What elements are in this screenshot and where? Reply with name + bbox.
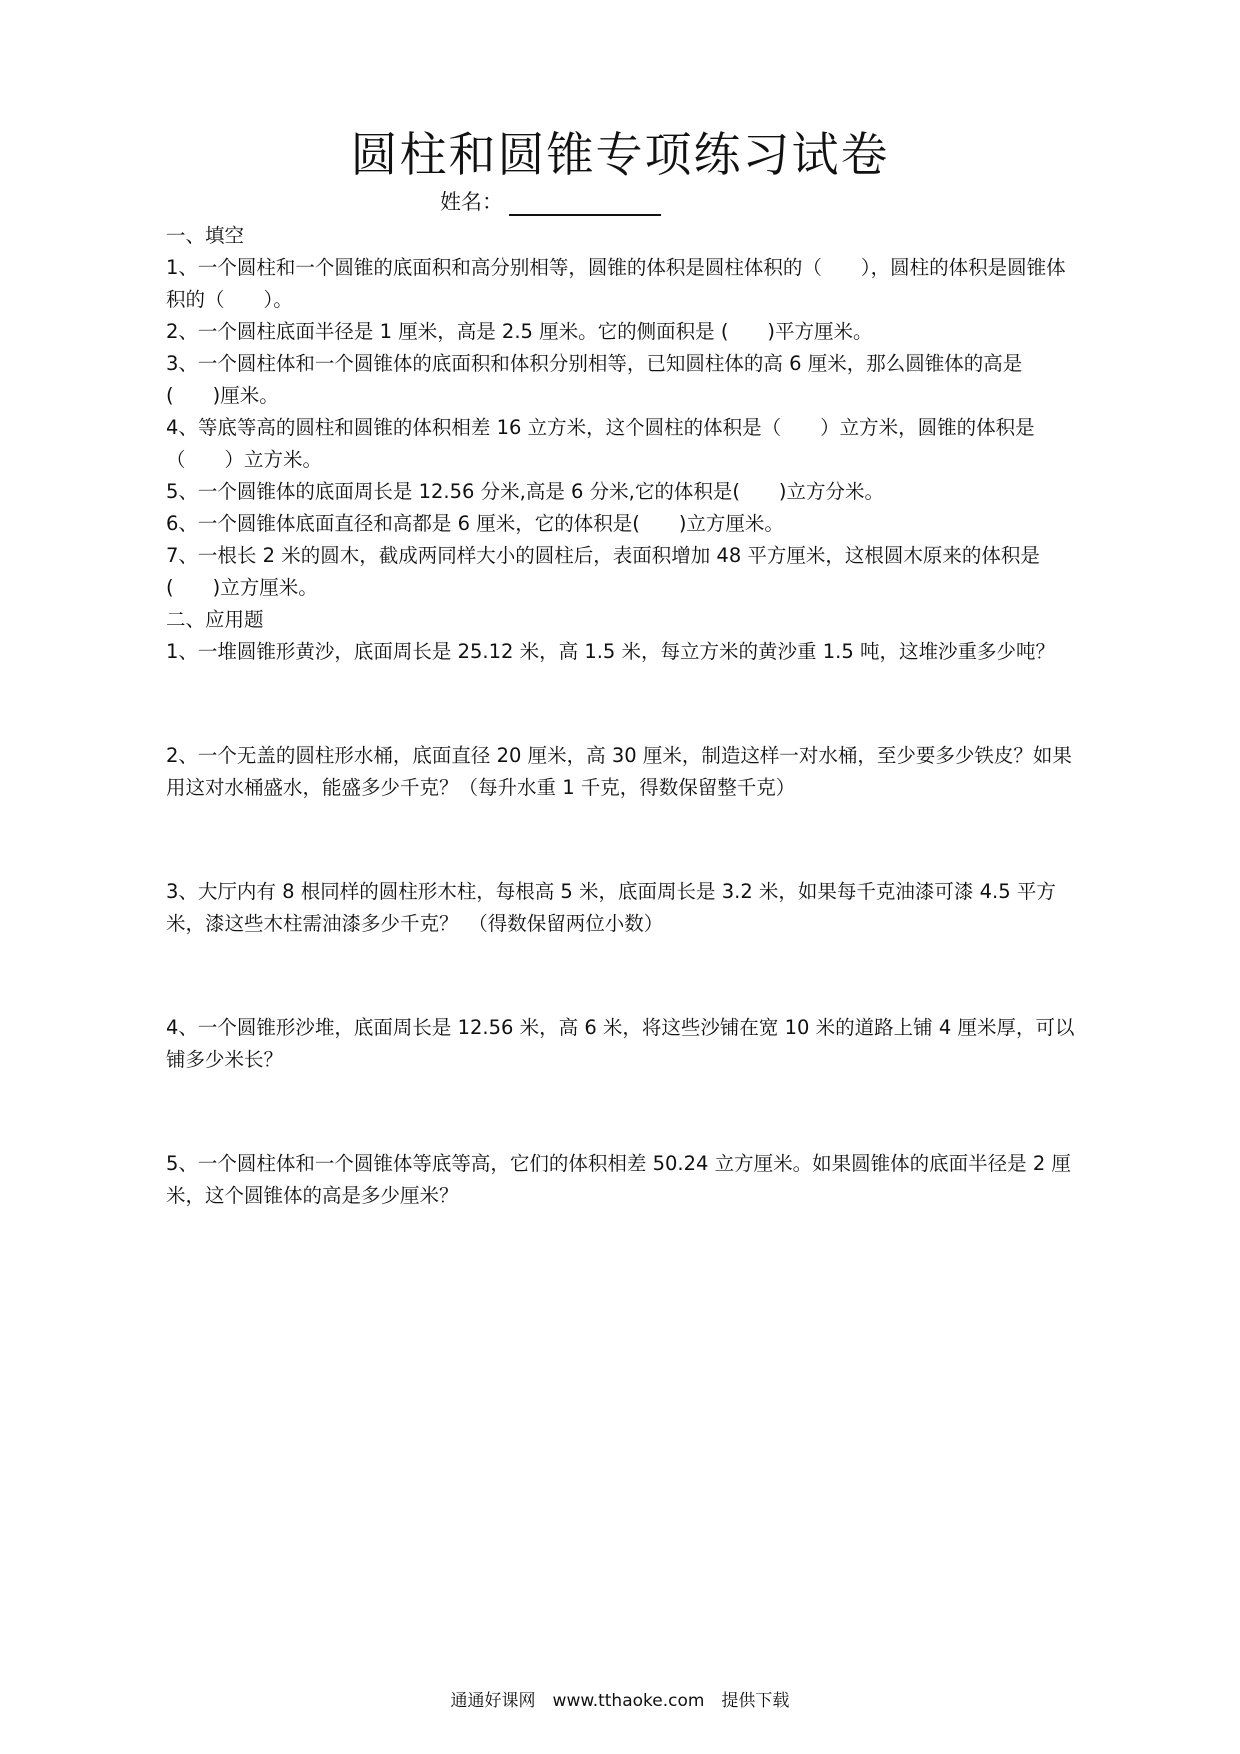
- fill-in-question-3: 3、一个圆柱体和一个圆锥体的底面积和体积分别相等，已知圆柱体的高 6 厘米，那么圆锥体的高是 ( )厘米。: [166, 352, 1023, 407]
- application-question-3: 3、大厅内有 8 根同样的圆柱形木柱，每根高 5 米，底面周长是 3.2 米，如果每千克油漆可漆 4.5 平方米，漆这些木柱需油漆多少千克？ （得数保留两位小数）: [166, 880, 1056, 935]
- section-fill-in-heading: 一、填空: [166, 224, 245, 247]
- name-label: 姓名：: [440, 190, 503, 214]
- exam-content: [166, 220, 1076, 1284]
- fill-in-question-7: 7、一根长 2 米的圆木，截成两同样大小的圆柱后，表面积增加 48 平方厘米，这根圆木原来的体积是( )立方厘米。: [166, 544, 1040, 599]
- application-question-5: 5、一个圆柱体和一个圆锥体等底等高，它们的体积相差 50.24 立方厘米。如果圆锥体的底面半径是 2 厘米，这个圆锥体的高是多少厘米？: [166, 1152, 1071, 1207]
- page-title: 圆柱和圆锥专项练习试卷: [350, 128, 890, 183]
- application-question-1: 1、一堆圆锥形黄沙，底面周长是 25.12 米，高 1.5 米，每立方米的黄沙重 1.5 吨，这堆沙重多少吨？: [166, 640, 1055, 663]
- footer-credit: 通通好课网 www.tthaoke.com 提供下载: [450, 1691, 790, 1711]
- fill-in-question-2: 2、一个圆柱底面半径是 1 厘米，高是 2.5 厘米。它的侧面积是 ( )平方厘米。: [166, 320, 873, 343]
- application-question-4: 4、一个圆锥形沙堆，底面周长是 12.56 米，高 6 米，将这些沙铺在宽 10 米的道路上铺 4 厘米厚，可以铺多少米长？: [166, 1016, 1075, 1071]
- name-field: [440, 186, 661, 216]
- application-question-2: 2、一个无盖的圆柱形水桶，底面直径 20 厘米，高 30 厘米，制造这样一对水桶，至少要多少铁皮？如果用这对水桶盛水，能盛多少千克？（每升水重 1 千克，得数保留整千克）: [166, 744, 1072, 799]
- fill-in-question-5: 5、一个圆锥体的底面周长是 12.56 分米,高是 6 分米,它的体积是( )立方分米。: [166, 480, 885, 503]
- name-blank-line: [509, 192, 661, 216]
- fill-in-question-1: 1、一个圆柱和一个圆锥的底面积和高分别相等，圆锥的体积是圆柱体积的（ ），圆柱的体积是圆锥体积的（ ）。: [166, 256, 1066, 311]
- fill-in-question-4: 4、等底等高的圆柱和圆锥的体积相差 16 立方米，这个圆柱的体积是（ ）立方米，圆锥的体积是（ ）立方米。: [166, 416, 1035, 471]
- fill-in-question-6: 6、一个圆锥体底面直径和高都是 6 厘米，它的体积是( )立方厘米。: [166, 512, 784, 535]
- section-application-heading: 二、应用题: [166, 608, 264, 631]
